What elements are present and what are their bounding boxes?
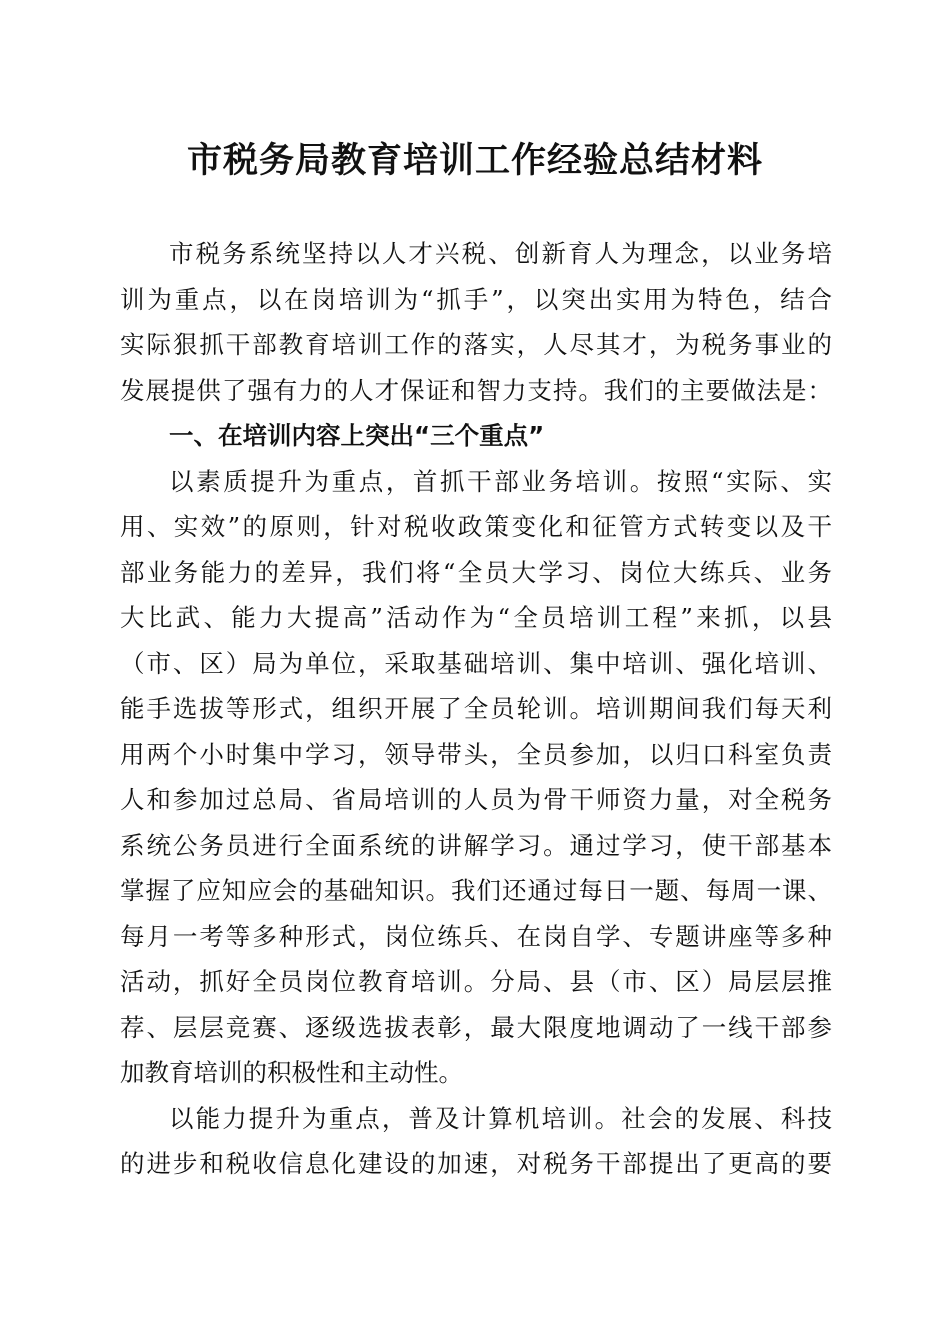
text-line: 能手选拔等形式，组织开展了全员轮训。培训期间我们每天利 <box>120 694 832 723</box>
text-line: 系统公务员进行全面系统的讲解学习。通过学习，使干部基本 <box>120 830 832 860</box>
text-line: 加教育培训的积极性和主动性。 <box>120 1058 463 1087</box>
text-line: 训为重点，以在岗培训为“抓手”，以突出实用为特色，结合 <box>120 284 832 314</box>
text-line: 用、实效”的原则，针对税收政策变化和征管方式转变以及干 <box>120 512 832 541</box>
text-line: 活动，抓好全员岗位教育培训。分局、县（市、区）局层层推 <box>120 967 832 996</box>
text-line: 以素质提升为重点，首抓干部业务培训。按照“实际、实 <box>169 466 832 496</box>
document-body <box>120 231 832 1187</box>
section1-paragraph-1 <box>120 459 832 1096</box>
text-line: 发展提供了强有力的人才保证和智力支持。我们的主要做法是： <box>120 375 832 405</box>
section-heading: 一、在培训内容上突出“三个重点” <box>169 421 545 450</box>
text-line: 掌握了应知应会的基础知识。我们还通过每日一题、每周一课、 <box>120 876 832 905</box>
text-line: 荐、层层竞赛、逐级选拔表彰，最大限度地调动了一线干部参 <box>120 1012 832 1042</box>
text-line: 部业务能力的差异，我们将“全员大学习、岗位大练兵、业务 <box>120 557 832 587</box>
text-line: 每月一考等多种形式，岗位练兵、在岗自学、专题讲座等多种 <box>120 921 832 951</box>
text-line: 以能力提升为重点，普及计算机培训。社会的发展、科技 <box>169 1103 832 1133</box>
text-line: 实际狠抓干部教育培训工作的落实，人尽其才，为税务事业的 <box>120 330 832 359</box>
section1-paragraph-2 <box>120 1096 832 1187</box>
text-line: 人和参加过总局、省局培训的人员为骨干师资力量，对全税务 <box>120 785 832 814</box>
text-line: 大比武、能力大提高”活动作为“全员培训工程”来抓，以县 <box>120 603 832 632</box>
text-line: 用两个小时集中学习，领导带头，全员参加，以归口科室负责 <box>120 739 832 769</box>
document-title: 市税务局教育培训工作经验总结材料 <box>186 140 763 181</box>
text-line: 市税务系统坚持以人才兴税、创新育人为理念，以业务培 <box>169 239 832 268</box>
intro-paragraph <box>120 231 832 413</box>
text-line: （市、区）局为单位，采取基础培训、集中培训、强化培训、 <box>120 648 832 678</box>
text-line: 的进步和税收信息化建设的加速，对税务干部提出了更高的要 <box>120 1149 832 1178</box>
